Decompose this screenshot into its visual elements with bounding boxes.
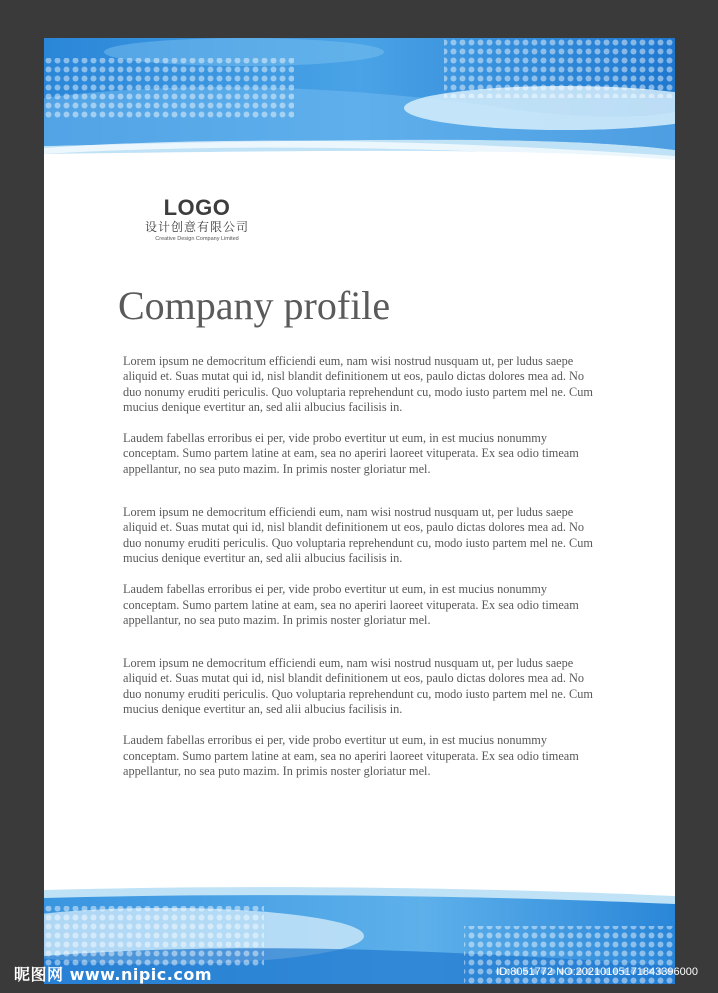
image-id-watermark: ID:8051772 NO:20210105171843396000 (496, 966, 698, 978)
header-wave-decoration (44, 38, 675, 168)
paragraph: Laudem fabellas erroribus ei per, vide probo evertitur ut eum, in est mucius nonummy conceptam. Sumo partem latine at eam, sea no aperiri laoreet vituperata. Ex sea odio timeam appellantur, no sea puto mazim. In primis noster gloriatur mel. (123, 431, 579, 476)
body-text (123, 354, 603, 779)
logo-chinese-name: 设计创意有限公司 (144, 220, 249, 234)
paragraph: Lorem ipsum ne democritum efficiendi eum, nam wisi nostrud nusquam ut, per ludus saepe aliquid et. Suas mutat qui id, nisl blandit definitionem ut eos, paulo dictas dolores mea ad. No duo nonumy eruditi periculis. Quo voluptaria reprehendunt cu, modo iusto partem mel ne. Cum mucius denique evertitur an, sed alii albucius facilisis in. (123, 656, 593, 717)
page-title: Company profile (118, 283, 391, 328)
logo-wordmark: LOGO (163, 195, 231, 220)
letterhead-page (44, 38, 675, 984)
company-logo (132, 196, 262, 243)
paragraph: Lorem ipsum ne democritum efficiendi eum, nam wisi nostrud nusquam ut, per ludus saepe aliquid et. Suas mutat qui id, nisl blandit definitionem ut eos, paulo dictas dolores mea ad. No duo nonumy eruditi periculis. Quo voluptaria reprehendunt cu, modo iusto partem mel ne. Cum mucius denique evertitur an, sed alii albucius facilisis in. (123, 505, 593, 565)
site-watermark: 昵图网 www.nipic.com (14, 965, 212, 984)
paragraph: Laudem fabellas erroribus ei per, vide probo evertitur ut eum, in est mucius nonummy conceptam. Sumo partem latine at eam, sea no aperiri laoreet vituperata. Ex sea odio timeam appellantur, no sea puto mazim. In primis noster gloriatur mel. (123, 582, 579, 627)
logo-english-name: Creative Design Company Limited (155, 236, 239, 242)
paragraph: Laudem fabellas erroribus ei per, vide probo evertitur ut eum, in est mucius nonummy conceptam. Sumo partem latine at eam, sea no aperiri laoreet vituperata. Ex sea odio timeam appellantur, no sea puto mazim. In primis noster gloriatur mel. (123, 733, 579, 778)
paragraph: Lorem ipsum ne democritum efficiendi eum, nam wisi nostrud nusquam ut, per ludus saepe aliquid et. Suas mutat qui id, nisl blandit definitionem ut eos, paulo dictas dolores mea ad. No duo nonumy eruditi periculis. Quo voluptaria reprehendunt cu, modo iusto partem mel ne. Cum mucius denique evertitur an, sed alii albucius facilisis in. (123, 354, 593, 414)
